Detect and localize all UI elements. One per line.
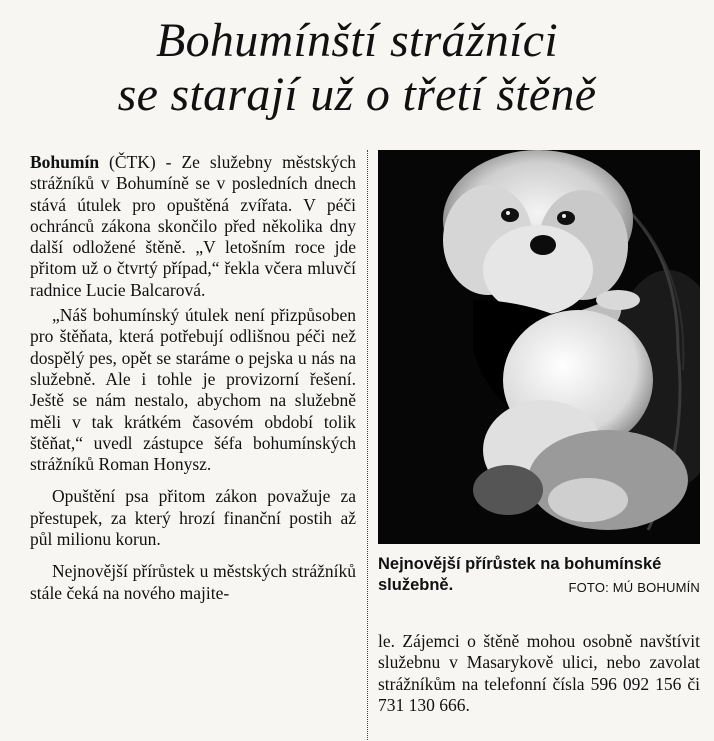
puppy-photo-illustration [378,150,700,544]
paragraph-1-text: (ČTK) - Ze služebny městských strážníků v Bohumíně se v posledních dnech stává útulek pro opuštěná zvířata. V péči ochránců zákona skončilo před několika dny další odložené štěně. „V letošním roce jde přitom už o čtvrtý případ,“ řekla včera mluvčí radnice Lucie Balcarová. [30,152,356,300]
headline [0,14,714,122]
photo-caption [378,554,700,598]
paragraph-2: „Náš bohumínský útulek není přizpůsoben pro štěňata, která potřebují odlišnou péči než dospělý pes, opět se staráme o pejska u nás na služebně. Ale i tohle je provizorní řešení. Ještě se nám nestalo, abychom na služebně měli v tak krátkém časovém období tolik štěňat,“ uvedl zástupce šéfa bohumínských strážníků Roman Honysz. [30,305,356,475]
byline-place: Bohumín [30,152,100,172]
caption-text: Nejnovější přírůstek na bohumínské služebně. [378,555,662,594]
puppy-photo [378,150,700,544]
article-right-column [378,631,700,716]
paragraph-4: Nejnovější přírůstek u městských strážníků stále čeká na nového majite- [30,561,356,603]
paragraph-4-continued: le. Zájemci o štěně mohou osobně navštívit služebnu v Masarykově ulici, nebo zavolat strážníkům na telefonní čísla 596 092 156 či 731 130 666. [378,631,700,715]
paragraph-1 [30,152,356,301]
paragraph-3: Opuštění psa přitom zákon považuje za přestupek, za který hrozí finanční postih až půl milionu korun. [30,486,356,550]
headline-line-2: se starají už o třetí štěně [117,68,597,121]
article-left-column [30,152,356,615]
column-divider [367,150,368,740]
headline-line-1: Bohumínští strážníci [155,14,559,67]
photo-credit: FOTO: MÚ BOHUMÍN [568,580,700,595]
